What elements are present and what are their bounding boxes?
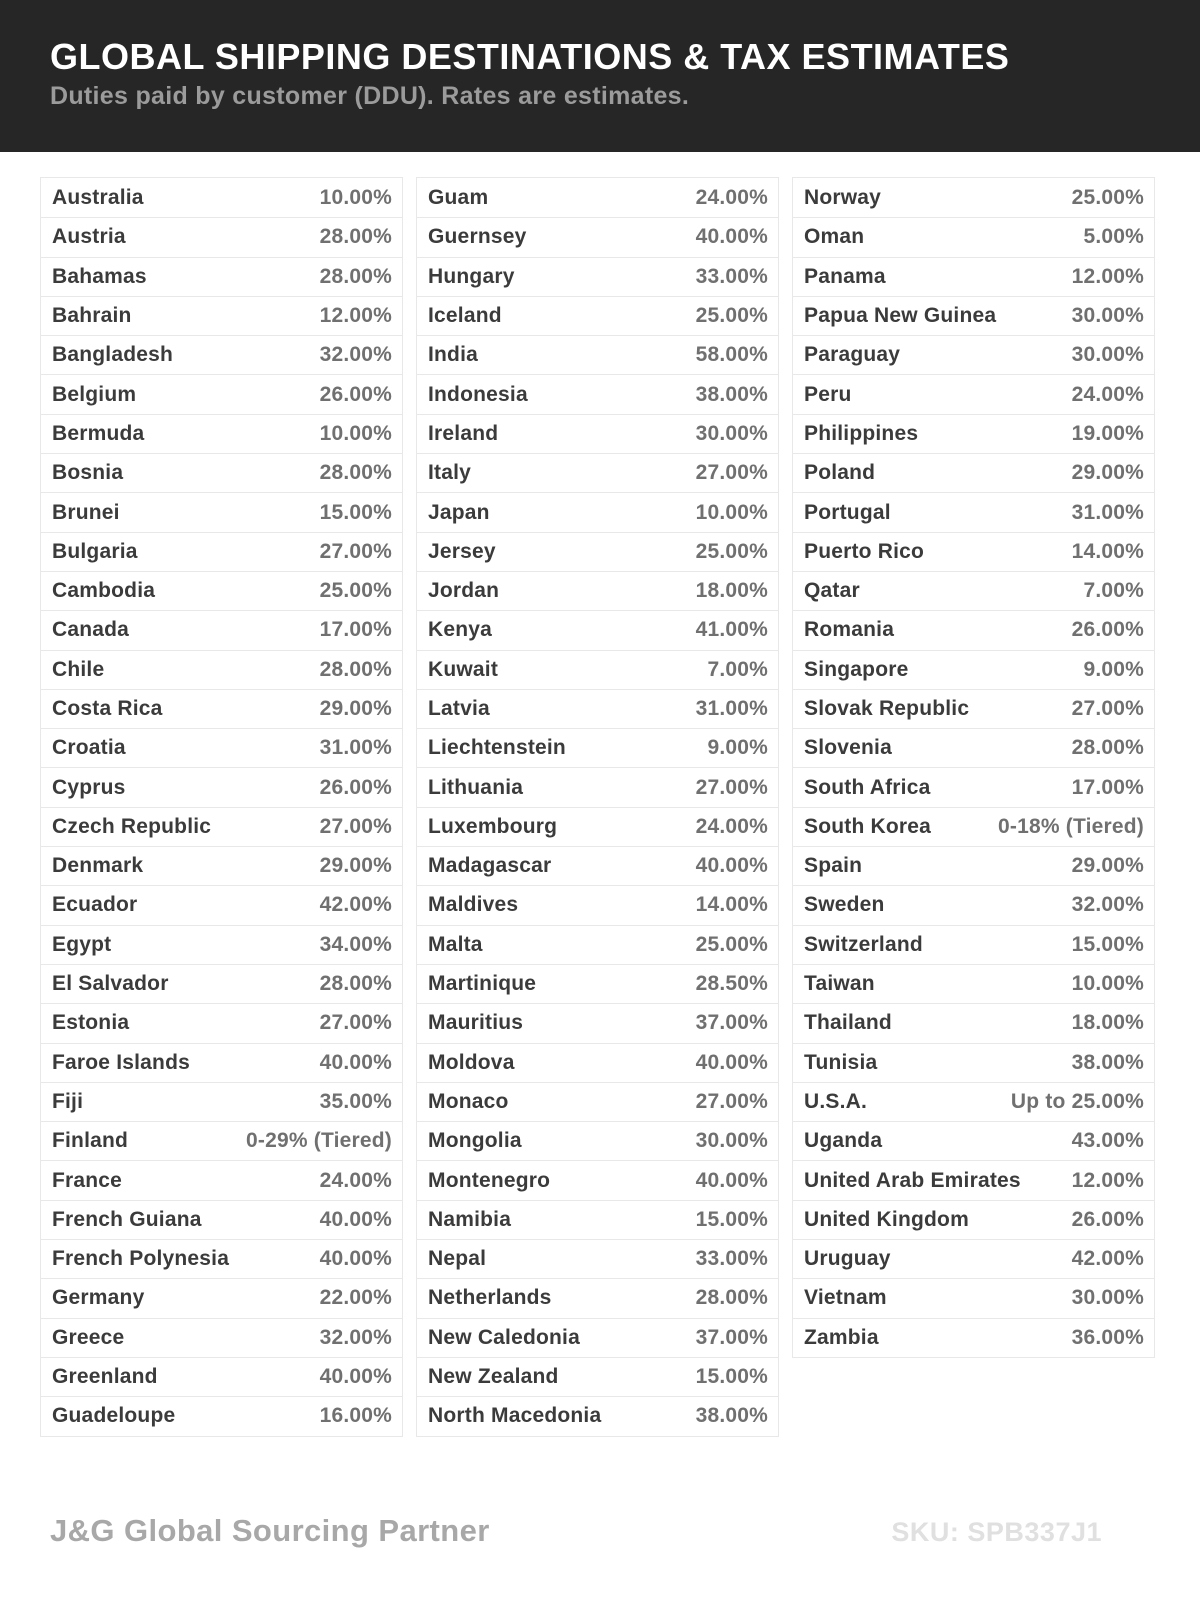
- country-name: Malta: [428, 932, 483, 956]
- table-row: [41, 610, 402, 649]
- table-row: [417, 650, 778, 689]
- tax-rate: 24.00%: [695, 185, 768, 209]
- country-name: Zambia: [804, 1325, 879, 1349]
- country-name: Iceland: [428, 304, 502, 328]
- tax-rate: 43.00%: [1071, 1129, 1144, 1153]
- tax-rate: 12.00%: [1071, 264, 1144, 288]
- table-row: [793, 217, 1154, 256]
- table-row: [417, 1357, 778, 1396]
- table-row: [793, 964, 1154, 1003]
- table-row: [41, 532, 402, 571]
- tax-rate: 32.00%: [1071, 893, 1144, 917]
- country-name: Luxembourg: [428, 814, 558, 838]
- country-name: Bahrain: [52, 304, 132, 328]
- table-row: [793, 1278, 1154, 1317]
- tax-rate: 33.00%: [695, 1247, 768, 1271]
- tax-rate: 24.00%: [695, 814, 768, 838]
- tax-rate: 7.00%: [1083, 579, 1144, 603]
- country-name: Greece: [52, 1325, 125, 1349]
- table-row: [41, 650, 402, 689]
- sku-label: SKU: SPB337J1: [891, 1516, 1102, 1547]
- tax-rate: 38.00%: [695, 382, 768, 406]
- country-name: Uruguay: [804, 1247, 891, 1271]
- tax-rate: 32.00%: [319, 1325, 392, 1349]
- country-name: North Macedonia: [428, 1404, 602, 1428]
- country-name: Peru: [804, 382, 852, 406]
- country-name: Poland: [804, 461, 876, 485]
- table-row: [41, 1160, 402, 1199]
- table-row: [41, 1239, 402, 1278]
- country-name: Kuwait: [428, 657, 499, 681]
- table-row: [793, 846, 1154, 885]
- tax-rate: 40.00%: [695, 225, 768, 249]
- country-name: Canada: [52, 618, 130, 642]
- tax-rate: 17.00%: [1071, 775, 1144, 799]
- tax-rate: 30.00%: [695, 421, 768, 445]
- table-row: [41, 1200, 402, 1239]
- country-name: Romania: [804, 618, 895, 642]
- tax-rate: 12.00%: [319, 304, 392, 328]
- country-name: Chile: [52, 657, 105, 681]
- table-row: [41, 964, 402, 1003]
- tax-rate: 29.00%: [1071, 461, 1144, 485]
- country-name: Monaco: [428, 1089, 509, 1113]
- country-name: United Kingdom: [804, 1207, 969, 1231]
- page-title: GLOBAL SHIPPING DESTINATIONS & TAX ESTIMATES: [50, 36, 1010, 77]
- table-row: [41, 1357, 402, 1396]
- tax-rate: 26.00%: [1071, 618, 1144, 642]
- country-name: Ireland: [428, 421, 499, 445]
- table-row: [793, 925, 1154, 964]
- table-row: [793, 728, 1154, 767]
- table-row: [41, 571, 402, 610]
- country-name: New Caledonia: [428, 1325, 580, 1349]
- tax-rate: 30.00%: [1071, 1286, 1144, 1310]
- table-row: [793, 257, 1154, 296]
- table-row: [41, 807, 402, 846]
- table-row: [41, 1043, 402, 1082]
- table-row: [793, 453, 1154, 492]
- table-row: [417, 492, 778, 531]
- tax-rate: 37.00%: [695, 1011, 768, 1035]
- table-row: [41, 374, 402, 413]
- tax-rate: 28.00%: [319, 461, 392, 485]
- brand-name: J&G Global Sourcing Partner: [50, 1512, 490, 1548]
- country-name: Fiji: [52, 1089, 84, 1113]
- country-name: Martinique: [428, 972, 537, 996]
- tax-rate: 28.00%: [319, 264, 392, 288]
- tax-rate: 27.00%: [695, 1089, 768, 1113]
- country-name: Spain: [804, 854, 863, 878]
- table-row: [41, 1121, 402, 1160]
- country-name: Mauritius: [428, 1011, 524, 1035]
- country-name: Greenland: [52, 1365, 158, 1389]
- country-name: Switzerland: [804, 932, 923, 956]
- tax-rate: 40.00%: [695, 854, 768, 878]
- tax-rate: 36.00%: [1071, 1325, 1144, 1349]
- country-name: Mongolia: [428, 1129, 522, 1153]
- country-name: Indonesia: [428, 382, 528, 406]
- country-name: Jordan: [428, 579, 500, 603]
- tax-rate: 24.00%: [1071, 382, 1144, 406]
- country-name: Guadeloupe: [52, 1404, 176, 1428]
- table-row: [417, 335, 778, 374]
- country-name: Portugal: [804, 500, 891, 524]
- country-name: Kenya: [428, 618, 493, 642]
- tax-rate: 25.00%: [695, 304, 768, 328]
- country-name: Nepal: [428, 1247, 487, 1271]
- page-footer: [50, 1513, 1102, 1549]
- country-name: Maldives: [428, 893, 519, 917]
- table-row: [417, 257, 778, 296]
- tax-rate: 58.00%: [695, 343, 768, 367]
- country-name: Slovenia: [804, 736, 892, 760]
- table-row: [41, 335, 402, 374]
- table-row: [41, 217, 402, 256]
- country-name: South Korea: [804, 814, 932, 838]
- table-row: [793, 650, 1154, 689]
- table-row: [41, 178, 402, 217]
- country-name: Denmark: [52, 854, 144, 878]
- country-name: Faroe Islands: [52, 1050, 190, 1074]
- country-name: New Zealand: [428, 1365, 559, 1389]
- tax-rate: 14.00%: [695, 893, 768, 917]
- tax-rate: 34.00%: [319, 932, 392, 956]
- table-row: [417, 964, 778, 1003]
- table-row: [41, 1082, 402, 1121]
- country-name: U.S.A.: [804, 1089, 868, 1113]
- tax-rate: 41.00%: [695, 618, 768, 642]
- country-name: Guernsey: [428, 225, 527, 249]
- table-row: [793, 767, 1154, 806]
- table-row: [417, 1396, 778, 1435]
- table-row: [417, 1318, 778, 1357]
- table-row: [417, 532, 778, 571]
- table-row: [41, 728, 402, 767]
- tax-rate: 9.00%: [1083, 657, 1144, 681]
- table-row: [793, 1200, 1154, 1239]
- country-name: Australia: [52, 185, 144, 209]
- table-row: [417, 610, 778, 649]
- table-row: [793, 1239, 1154, 1278]
- table-row: [41, 689, 402, 728]
- table-row: [417, 1200, 778, 1239]
- table-row: [793, 1160, 1154, 1199]
- table-row: [793, 1082, 1154, 1121]
- tax-rate: 30.00%: [1071, 343, 1144, 367]
- table-row: [41, 1003, 402, 1042]
- country-name: Egypt: [52, 932, 112, 956]
- table-row: [417, 846, 778, 885]
- country-name: Jersey: [428, 539, 496, 563]
- tax-rate: 15.00%: [1071, 932, 1144, 956]
- country-name: Montenegro: [428, 1168, 551, 1192]
- country-name: French Guiana: [52, 1207, 202, 1231]
- tax-rate: 38.00%: [695, 1404, 768, 1428]
- table-row: [793, 610, 1154, 649]
- table-row: [793, 374, 1154, 413]
- country-name: Thailand: [804, 1011, 892, 1035]
- table-row: [417, 178, 778, 217]
- tax-rate: 28.00%: [319, 972, 392, 996]
- table-row: [793, 532, 1154, 571]
- tax-rate: 35.00%: [319, 1089, 392, 1113]
- tax-rate: 25.00%: [695, 932, 768, 956]
- table-row: [417, 885, 778, 924]
- table-row: [417, 807, 778, 846]
- table-row: [417, 217, 778, 256]
- country-name: Costa Rica: [52, 697, 163, 720]
- table-row: [793, 178, 1154, 217]
- table-row: [793, 1003, 1154, 1042]
- tax-rate: 28.00%: [319, 657, 392, 681]
- table-row: [793, 296, 1154, 335]
- country-name: India: [428, 343, 479, 367]
- country-name: Latvia: [428, 697, 490, 720]
- table-row: [793, 1121, 1154, 1160]
- country-name: Singapore: [804, 657, 909, 681]
- tax-rate: 28.50%: [695, 972, 768, 996]
- tax-rate: 29.00%: [319, 854, 392, 878]
- tax-rate: 24.00%: [319, 1168, 392, 1192]
- tax-rate: 26.00%: [1071, 1207, 1144, 1231]
- tax-rate: 7.00%: [707, 657, 768, 681]
- tax-rate: 27.00%: [319, 539, 392, 563]
- tax-rate: 40.00%: [695, 1168, 768, 1192]
- country-name: Paraguay: [804, 343, 901, 367]
- tax-rate: 22.00%: [319, 1286, 392, 1310]
- table-row: [417, 1239, 778, 1278]
- tax-rate: 9.00%: [707, 736, 768, 760]
- country-name: Japan: [428, 500, 490, 524]
- country-name: Cambodia: [52, 579, 156, 603]
- tax-rate: 31.00%: [695, 697, 768, 720]
- tax-rate: 19.00%: [1071, 421, 1144, 445]
- tax-rate: 16.00%: [319, 1404, 392, 1428]
- tax-rate: 10.00%: [319, 185, 392, 209]
- rates-table: [40, 177, 1155, 1437]
- table-row: [793, 571, 1154, 610]
- country-name: Bosnia: [52, 461, 124, 485]
- country-name: Estonia: [52, 1011, 130, 1035]
- table-row: [793, 1043, 1154, 1082]
- country-name: Bulgaria: [52, 539, 138, 563]
- table-row: [41, 414, 402, 453]
- table-row: [793, 1318, 1154, 1357]
- tax-rate: 10.00%: [695, 500, 768, 524]
- table-row: [417, 571, 778, 610]
- tax-rate: 42.00%: [319, 893, 392, 917]
- country-name: French Polynesia: [52, 1247, 230, 1271]
- table-row: [417, 767, 778, 806]
- rate-column: [416, 177, 779, 1437]
- table-row: [417, 925, 778, 964]
- country-name: Vietnam: [804, 1286, 887, 1310]
- tax-rate: 40.00%: [319, 1365, 392, 1389]
- table-row: [41, 1318, 402, 1357]
- country-name: Puerto Rico: [804, 539, 925, 563]
- country-name: Brunei: [52, 500, 120, 524]
- tax-rate: 26.00%: [319, 382, 392, 406]
- table-row: [417, 1082, 778, 1121]
- tax-rate: 31.00%: [319, 736, 392, 760]
- country-name: Philippines: [804, 421, 919, 445]
- tax-rate: 5.00%: [1083, 225, 1144, 249]
- tax-rate: 14.00%: [1071, 539, 1144, 563]
- table-row: [41, 257, 402, 296]
- table-row: [417, 374, 778, 413]
- tax-rate: 0-29% (Tiered): [246, 1129, 392, 1153]
- tax-rate: 30.00%: [1071, 304, 1144, 328]
- country-name: Netherlands: [428, 1286, 552, 1310]
- country-name: Hungary: [428, 264, 515, 288]
- tax-rate: 28.00%: [695, 1286, 768, 1310]
- tax-rate: 15.00%: [695, 1365, 768, 1389]
- table-row: [417, 1160, 778, 1199]
- country-name: Austria: [52, 225, 126, 249]
- country-name: Tunisia: [804, 1050, 878, 1074]
- table-row: [417, 414, 778, 453]
- tax-rate: 40.00%: [319, 1207, 392, 1231]
- country-name: Bahamas: [52, 264, 147, 288]
- country-name: Guam: [428, 185, 489, 209]
- rate-column: [40, 177, 403, 1437]
- country-name: Madagascar: [428, 854, 552, 878]
- tax-rate: 38.00%: [1071, 1050, 1144, 1074]
- country-name: Italy: [428, 461, 472, 485]
- table-row: [41, 885, 402, 924]
- tax-rate: 15.00%: [319, 500, 392, 524]
- tax-rate: 33.00%: [695, 264, 768, 288]
- table-row: [417, 1003, 778, 1042]
- table-row: [41, 1396, 402, 1435]
- country-name: Finland: [52, 1129, 129, 1153]
- table-row: [417, 728, 778, 767]
- tax-rate: 32.00%: [319, 343, 392, 367]
- country-name: Sweden: [804, 893, 885, 917]
- country-name: Oman: [804, 225, 865, 249]
- country-name: Belgium: [52, 382, 137, 406]
- page-subtitle: Duties paid by customer (DDU). Rates are estimates.: [50, 82, 690, 111]
- rate-column: [792, 177, 1155, 1358]
- country-name: France: [52, 1168, 123, 1192]
- country-name: Taiwan: [804, 972, 875, 996]
- tax-rate: 27.00%: [319, 1011, 392, 1035]
- country-name: United Arab Emirates: [804, 1168, 1021, 1192]
- tax-rate: 29.00%: [319, 697, 392, 720]
- country-name: Namibia: [428, 1207, 512, 1231]
- table-row: [793, 414, 1154, 453]
- country-name: Panama: [804, 264, 886, 288]
- table-row: [417, 1278, 778, 1317]
- tax-rate: 29.00%: [1071, 854, 1144, 878]
- tax-rate: 10.00%: [1071, 972, 1144, 996]
- table-row: [417, 689, 778, 728]
- tax-rate: 0-18% (Tiered): [998, 814, 1144, 838]
- page-header: [0, 0, 1200, 152]
- tax-rate: 27.00%: [695, 775, 768, 799]
- tax-rate: 18.00%: [1071, 1011, 1144, 1035]
- tax-rate: 18.00%: [695, 579, 768, 603]
- table-row: [793, 885, 1154, 924]
- table-row: [41, 846, 402, 885]
- country-name: Croatia: [52, 736, 126, 760]
- country-name: Slovak Republic: [804, 697, 970, 720]
- table-row: [793, 492, 1154, 531]
- table-row: [41, 767, 402, 806]
- table-row: [41, 1278, 402, 1317]
- tax-rate: Up to 25.00%: [1010, 1089, 1144, 1113]
- tax-rate: 40.00%: [319, 1050, 392, 1074]
- country-name: Moldova: [428, 1050, 515, 1074]
- country-name: Liechtenstein: [428, 736, 566, 760]
- tax-rate: 42.00%: [1071, 1247, 1144, 1271]
- tax-rate: 10.00%: [319, 421, 392, 445]
- tax-rate: 30.00%: [695, 1129, 768, 1153]
- country-name: Bangladesh: [52, 343, 174, 367]
- tax-rate: 27.00%: [1071, 697, 1144, 720]
- table-row: [41, 296, 402, 335]
- table-row: [793, 335, 1154, 374]
- table-row: [41, 492, 402, 531]
- tax-rate: 26.00%: [319, 775, 392, 799]
- tax-rate: 40.00%: [695, 1050, 768, 1074]
- tax-rate: 25.00%: [1071, 185, 1144, 209]
- tax-rate: 27.00%: [319, 814, 392, 838]
- table-row: [417, 296, 778, 335]
- tax-rate: 31.00%: [1071, 500, 1144, 524]
- country-name: South Africa: [804, 775, 931, 799]
- tax-rate: 27.00%: [695, 461, 768, 485]
- tax-rate: 12.00%: [1071, 1168, 1144, 1192]
- tax-rate: 28.00%: [319, 225, 392, 249]
- table-row: [793, 689, 1154, 728]
- tax-rate: 15.00%: [695, 1207, 768, 1231]
- tax-rate: 40.00%: [319, 1247, 392, 1271]
- country-name: Uganda: [804, 1129, 883, 1153]
- tax-rate: 37.00%: [695, 1325, 768, 1349]
- country-name: Qatar: [804, 579, 860, 603]
- country-name: Lithuania: [428, 775, 524, 799]
- tax-rate: 25.00%: [319, 579, 392, 603]
- table-row: [793, 807, 1154, 846]
- country-name: Cyprus: [52, 775, 126, 799]
- country-name: El Salvador: [52, 972, 169, 996]
- table-row: [417, 1121, 778, 1160]
- country-name: Germany: [52, 1286, 145, 1310]
- table-row: [41, 925, 402, 964]
- table-row: [417, 1043, 778, 1082]
- country-name: Papua New Guinea: [804, 304, 997, 328]
- country-name: Bermuda: [52, 421, 145, 445]
- table-row: [41, 453, 402, 492]
- country-name: Ecuador: [52, 893, 138, 917]
- tax-rate: 17.00%: [319, 618, 392, 642]
- tax-rate: 28.00%: [1071, 736, 1144, 760]
- country-name: Norway: [804, 185, 882, 209]
- table-row: [417, 453, 778, 492]
- country-name: Czech Republic: [52, 814, 212, 838]
- tax-rate: 25.00%: [695, 539, 768, 563]
